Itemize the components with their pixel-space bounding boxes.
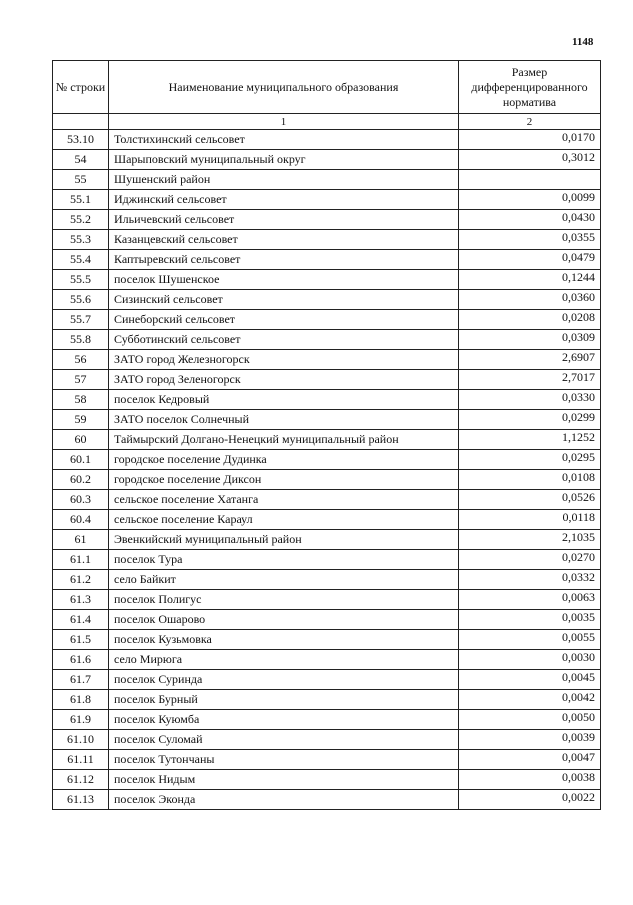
- header-row-number-label: № строки: [55, 79, 106, 94]
- column-number-2: 2: [459, 114, 601, 130]
- norm-value-cell: 0,0045: [459, 670, 601, 690]
- municipality-name-cell: поселок Полигус: [109, 590, 459, 610]
- norm-value-cell: 0,0295: [459, 450, 601, 470]
- table-row: [53, 150, 601, 170]
- row-number-cell: 53.10: [53, 130, 109, 150]
- table-row: [53, 310, 601, 330]
- table-row: [53, 650, 601, 670]
- municipality-name-cell: Иджинский сельсовет: [109, 190, 459, 210]
- table-row: [53, 550, 601, 570]
- column-number-empty: [53, 114, 109, 130]
- municipality-name-cell: Ильичевский сельсовет: [109, 210, 459, 230]
- norm-value-cell: 0,0309: [459, 330, 601, 350]
- municipality-name-cell: Шарыповский муниципальный округ: [109, 150, 459, 170]
- header-name: [109, 61, 459, 114]
- row-number-cell: 61.7: [53, 670, 109, 690]
- norm-value-cell: 0,0270: [459, 550, 601, 570]
- norm-value-cell: 0,0038: [459, 770, 601, 790]
- norm-value-cell: 0,0022: [459, 790, 601, 810]
- table-row: [53, 490, 601, 510]
- municipality-name-cell: поселок Кедровый: [109, 390, 459, 410]
- table-row: [53, 390, 601, 410]
- municipality-name-cell: Таймырский Долгано-Ненецкий муниципальный район: [109, 430, 459, 450]
- norm-value-cell: 0,0526: [459, 490, 601, 510]
- row-number-cell: 60.1: [53, 450, 109, 470]
- table-row: [53, 690, 601, 710]
- table-row: [53, 670, 601, 690]
- header-size-label: Размер дифференцированного норматива: [471, 64, 588, 109]
- municipality-name-cell: Сизинский сельсовет: [109, 290, 459, 310]
- table-body: [53, 130, 601, 810]
- row-number-cell: 61.10: [53, 730, 109, 750]
- norm-value-cell: 0,0063: [459, 590, 601, 610]
- norm-value-cell: [459, 170, 601, 190]
- table-row: [53, 450, 601, 470]
- row-number-cell: 60.2: [53, 470, 109, 490]
- table-row: [53, 270, 601, 290]
- table-row: [53, 770, 601, 790]
- table-row: [53, 610, 601, 630]
- column-number-1: 1: [109, 114, 459, 130]
- municipality-name-cell: Казанцевский сельсовет: [109, 230, 459, 250]
- row-number-cell: 55: [53, 170, 109, 190]
- norm-value-cell: 0,0055: [459, 630, 601, 650]
- row-number-cell: 55.7: [53, 310, 109, 330]
- norm-value-cell: 0,0332: [459, 570, 601, 590]
- norm-value-cell: 0,0118: [459, 510, 601, 530]
- municipality-name-cell: Шушенский район: [109, 170, 459, 190]
- table-row: [53, 710, 601, 730]
- table-row: [53, 290, 601, 310]
- row-number-cell: 61.1: [53, 550, 109, 570]
- municipality-name-cell: ЗАТО город Зеленогорск: [109, 370, 459, 390]
- municipality-name-cell: Субботинский сельсовет: [109, 330, 459, 350]
- row-number-cell: 56: [53, 350, 109, 370]
- row-number-cell: 61.12: [53, 770, 109, 790]
- row-number-cell: 55.5: [53, 270, 109, 290]
- row-number-cell: 61.3: [53, 590, 109, 610]
- norm-value-cell: 0,0208: [459, 310, 601, 330]
- row-number-cell: 61: [53, 530, 109, 550]
- table-row: [53, 330, 601, 350]
- row-number-cell: 60: [53, 430, 109, 450]
- norm-value-cell: 2,7017: [459, 370, 601, 390]
- table-row: [53, 730, 601, 750]
- table-row: [53, 130, 601, 150]
- page-number: 1148: [572, 36, 594, 48]
- municipality-name-cell: сельское поселение Караул: [109, 510, 459, 530]
- table-row: [53, 790, 601, 810]
- header-size: [459, 61, 601, 114]
- table-row: [53, 530, 601, 550]
- table-row: [53, 590, 601, 610]
- norm-value-cell: 0,0099: [459, 190, 601, 210]
- municipality-name-cell: городское поселение Диксон: [109, 470, 459, 490]
- municipality-name-cell: поселок Ошарово: [109, 610, 459, 630]
- table-row: [53, 230, 601, 250]
- table-row: [53, 750, 601, 770]
- table-row: [53, 470, 601, 490]
- table-row: [53, 430, 601, 450]
- norm-value-cell: 0,0479: [459, 250, 601, 270]
- table-row: [53, 370, 601, 390]
- norm-value-cell: 1,1252: [459, 430, 601, 450]
- municipality-name-cell: поселок Нидым: [109, 770, 459, 790]
- municipality-name-cell: городское поселение Дудинка: [109, 450, 459, 470]
- municipality-name-cell: поселок Кузьмовка: [109, 630, 459, 650]
- row-number-cell: 61.4: [53, 610, 109, 630]
- municipality-name-cell: поселок Бурный: [109, 690, 459, 710]
- table-row: [53, 570, 601, 590]
- norm-value-cell: 0,0360: [459, 290, 601, 310]
- row-number-cell: 55.8: [53, 330, 109, 350]
- row-number-cell: 61.2: [53, 570, 109, 590]
- table-row: [53, 170, 601, 190]
- row-number-cell: 58: [53, 390, 109, 410]
- table-row: [53, 630, 601, 650]
- norm-value-cell: 0,0042: [459, 690, 601, 710]
- municipality-name-cell: село Байкит: [109, 570, 459, 590]
- norm-value-cell: 0,0430: [459, 210, 601, 230]
- municipality-name-cell: Синеборский сельсовет: [109, 310, 459, 330]
- norm-value-cell: 0,0030: [459, 650, 601, 670]
- norm-value-cell: 0,0039: [459, 730, 601, 750]
- norm-value-cell: 0,1244: [459, 270, 601, 290]
- row-number-cell: 61.9: [53, 710, 109, 730]
- table-row: [53, 410, 601, 430]
- row-number-cell: 60.3: [53, 490, 109, 510]
- municipality-name-cell: село Мирюга: [109, 650, 459, 670]
- row-number-cell: 55.3: [53, 230, 109, 250]
- norm-value-cell: 0,0050: [459, 710, 601, 730]
- column-number-row: [53, 114, 601, 130]
- row-number-cell: 60.4: [53, 510, 109, 530]
- table-header: [53, 61, 601, 130]
- norm-value-cell: 2,1035: [459, 530, 601, 550]
- table-row: [53, 250, 601, 270]
- municipality-name-cell: поселок Эконда: [109, 790, 459, 810]
- header-name-label: Наименование муниципального образования: [168, 79, 399, 94]
- header-row-number: [53, 61, 109, 114]
- municipality-name-cell: поселок Тутончаны: [109, 750, 459, 770]
- municipality-name-cell: Толстихинский сельсовет: [109, 130, 459, 150]
- row-number-cell: 54: [53, 150, 109, 170]
- table-row: [53, 190, 601, 210]
- norm-value-cell: 0,0170: [459, 130, 601, 150]
- table-row: [53, 350, 601, 370]
- table-row: [53, 510, 601, 530]
- municipality-name-cell: поселок Тура: [109, 550, 459, 570]
- row-number-cell: 59: [53, 410, 109, 430]
- municipality-name-cell: поселок Шушенское: [109, 270, 459, 290]
- norm-value-cell: 0,0355: [459, 230, 601, 250]
- row-number-cell: 55.4: [53, 250, 109, 270]
- municipality-name-cell: поселок Суринда: [109, 670, 459, 690]
- row-number-cell: 61.6: [53, 650, 109, 670]
- row-number-cell: 55.6: [53, 290, 109, 310]
- row-number-cell: 55.2: [53, 210, 109, 230]
- row-number-cell: 55.1: [53, 190, 109, 210]
- row-number-cell: 61.13: [53, 790, 109, 810]
- row-number-cell: 61.11: [53, 750, 109, 770]
- municipality-name-cell: ЗАТО город Железногорск: [109, 350, 459, 370]
- municipality-name-cell: Каптыревский сельсовет: [109, 250, 459, 270]
- row-number-cell: 61.5: [53, 630, 109, 650]
- norms-table: [52, 60, 601, 810]
- municipality-name-cell: Эвенкийский муниципальный район: [109, 530, 459, 550]
- norm-value-cell: 0,0047: [459, 750, 601, 770]
- norm-value-cell: 0,3012: [459, 150, 601, 170]
- municipality-name-cell: поселок Суломай: [109, 730, 459, 750]
- norm-value-cell: 0,0330: [459, 390, 601, 410]
- municipality-name-cell: поселок Куюмба: [109, 710, 459, 730]
- norm-value-cell: 0,0035: [459, 610, 601, 630]
- norm-value-cell: 2,6907: [459, 350, 601, 370]
- municipality-name-cell: ЗАТО поселок Солнечный: [109, 410, 459, 430]
- municipality-name-cell: сельское поселение Хатанга: [109, 490, 459, 510]
- row-number-cell: 57: [53, 370, 109, 390]
- table-row: [53, 210, 601, 230]
- norm-value-cell: 0,0108: [459, 470, 601, 490]
- norm-value-cell: 0,0299: [459, 410, 601, 430]
- row-number-cell: 61.8: [53, 690, 109, 710]
